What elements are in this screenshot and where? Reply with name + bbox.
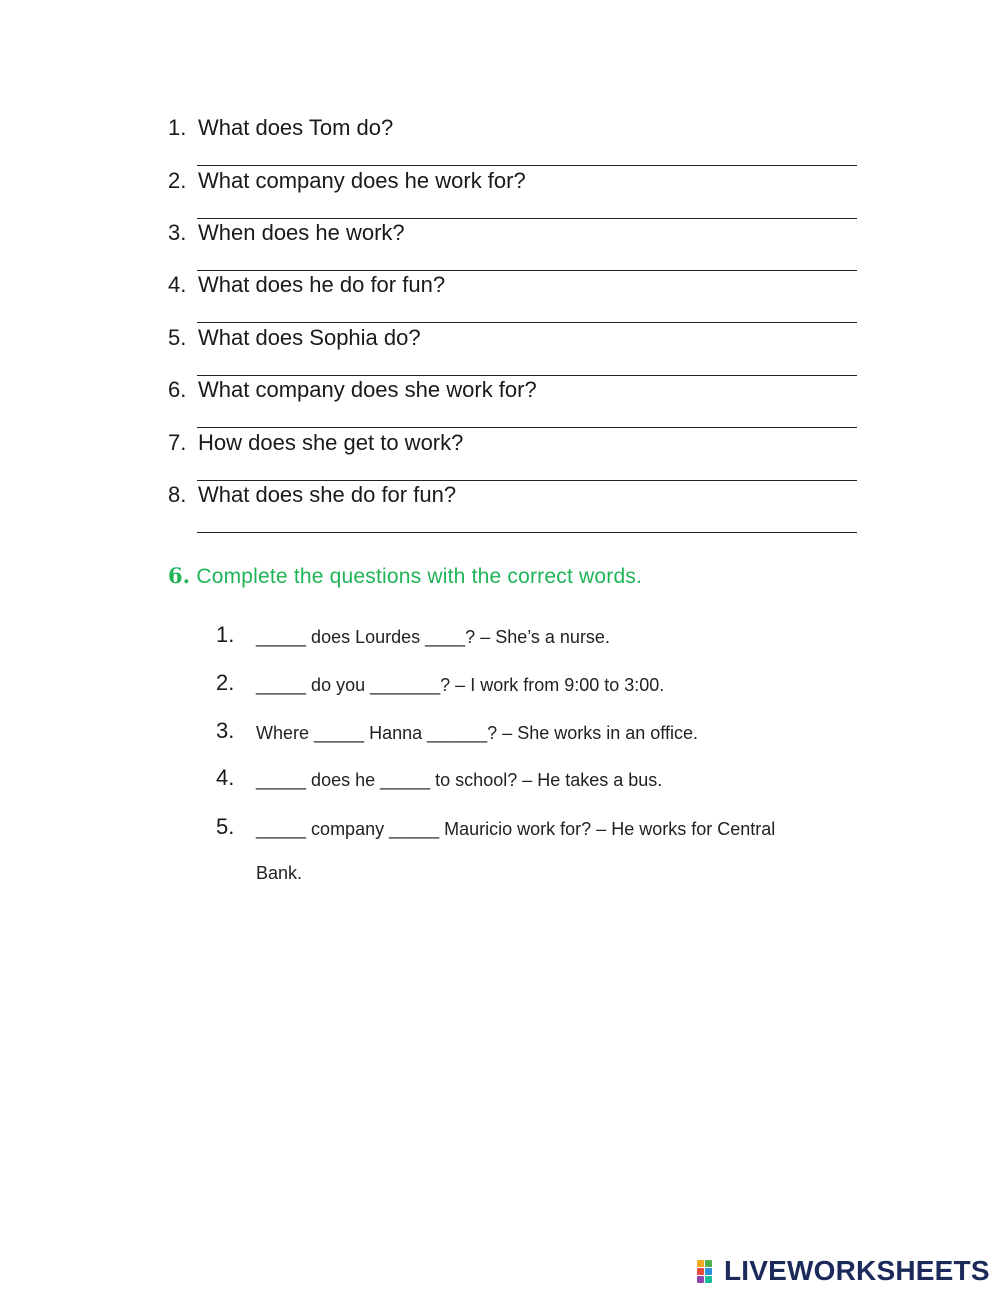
question-4 xyxy=(168,272,445,298)
question-number: 4. xyxy=(168,272,187,297)
question-number: 1. xyxy=(168,115,187,140)
logo-block xyxy=(705,1268,712,1275)
question-7 xyxy=(168,430,463,456)
section-6-heading xyxy=(168,562,642,591)
question-1 xyxy=(168,115,393,141)
answer-line-1[interactable] xyxy=(197,165,857,166)
question-text: What company does she work for? xyxy=(198,377,537,402)
item-text[interactable]: _____ company _____ Mauricio work for? – He works for Central xyxy=(256,819,776,839)
item-text[interactable]: _____ does he _____ to school? – He takes a bus. xyxy=(256,770,663,790)
question-6 xyxy=(168,377,537,403)
question-number: 6. xyxy=(168,377,187,402)
question-text: When does he work? xyxy=(198,220,405,245)
question-number: 2. xyxy=(168,168,187,193)
question-number: 3. xyxy=(168,220,187,245)
answer-line-8[interactable] xyxy=(197,532,857,533)
logo-block xyxy=(697,1276,704,1283)
logo-block xyxy=(705,1260,712,1267)
question-text: What does Sophia do? xyxy=(198,325,421,350)
question-number: 8. xyxy=(168,482,187,507)
question-text: How does she get to work? xyxy=(198,430,464,455)
question-number: 5. xyxy=(168,325,187,350)
logo-block xyxy=(697,1268,704,1275)
item-number: 2. xyxy=(216,670,235,695)
section-number: 6. xyxy=(168,563,191,588)
answer-line-2[interactable] xyxy=(197,218,857,219)
question-text: What company does he work for? xyxy=(198,168,526,193)
logo-text: LIVEWORKSHEETS xyxy=(724,1255,990,1286)
liveworksheets-logo xyxy=(697,1256,990,1286)
answer-line-3[interactable] xyxy=(197,270,857,271)
question-number: 7. xyxy=(168,430,187,455)
question-3 xyxy=(168,220,405,246)
item-number: 3. xyxy=(216,718,235,743)
item-text[interactable]: Where _____ Hanna ______? – She works in an office. xyxy=(256,723,698,743)
answer-line-6[interactable] xyxy=(197,427,857,428)
logo-blocks-icon xyxy=(697,1258,721,1284)
question-2 xyxy=(168,168,526,194)
item-text[interactable]: _____ do you _______? – I work from 9:00 to 3:00. xyxy=(256,675,665,695)
logo-block xyxy=(705,1276,712,1283)
item-number: 4. xyxy=(216,765,235,790)
item-text[interactable]: _____ does Lourdes ____? – She’s a nurse. xyxy=(256,627,610,647)
complete-item-5-continuation: Bank. xyxy=(256,863,303,883)
item-number: 1. xyxy=(216,622,235,647)
answer-line-7[interactable] xyxy=(197,480,857,481)
question-5 xyxy=(168,325,421,351)
question-8 xyxy=(168,482,456,508)
section-title: Complete the questions with the correct words. xyxy=(196,565,643,588)
question-text: What does she do for fun? xyxy=(198,482,457,507)
answer-line-5[interactable] xyxy=(197,375,857,376)
question-text: What does Tom do? xyxy=(198,115,394,140)
item-number: 5. xyxy=(216,814,235,839)
answer-line-4[interactable] xyxy=(197,322,857,323)
logo-block xyxy=(697,1260,704,1267)
question-text: What does he do for fun? xyxy=(198,272,446,297)
